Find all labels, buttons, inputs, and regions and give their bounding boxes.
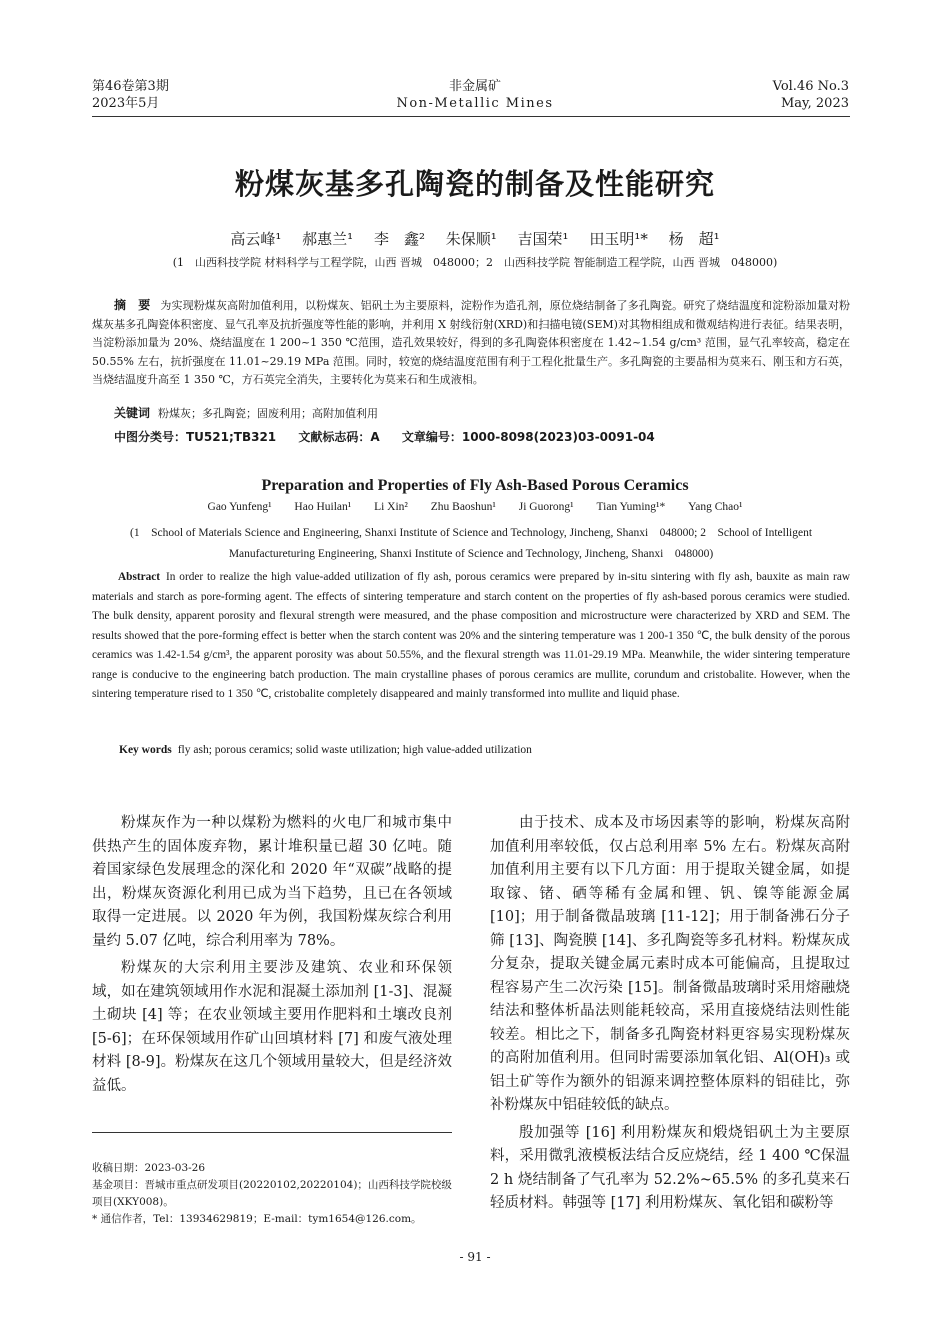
author-list-cn bbox=[0, 228, 950, 249]
keywords-cn-label: 关键词 bbox=[114, 406, 151, 420]
classification-line bbox=[114, 428, 673, 445]
author-en: Tian Yuming¹* bbox=[596, 501, 666, 513]
body-paragraph: 粉煤灰作为一种以煤粉为燃料的火电厂和城市集中供热产生的固体废弃物，累计堆积量已超 30 亿吨。随着国家绿色发展理念的深化和 2020 年“双碳”战略的提出，粉煤灰资源化利用已成为当下趋势，且已在各领域取得一定进展。以 2020 年为例，我国粉煤灰综合利用量约 5.07 亿吨，综合利用率为 78%。 bbox=[92, 815, 452, 949]
paper-title-cn: 粉煤灰基多孔陶瓷的制备及性能研究 bbox=[234, 167, 715, 201]
date-cn: 2023年5月 bbox=[92, 96, 160, 111]
keywords-cn-text: 粉煤灰；多孔陶瓷；固废利用；高附加值利用 bbox=[158, 407, 379, 420]
funding-note: 基金项目：晋城市重点研发项目(20220102,20220104)；山西科技学院校级项目(XKY008)。 bbox=[92, 1179, 452, 1208]
paper-title-en: Preparation and Properties of Fly Ash-Based Porous Ceramics bbox=[261, 477, 689, 494]
received-date: 收稿日期：2023-03-26 bbox=[92, 1162, 206, 1174]
affiliation-cn: (1 山西科技学院 材料科学与工程学院，山西 晋城 048000；2 山西科技学院 智能制造工程学院，山西 晋城 048000) bbox=[172, 256, 778, 269]
author-en: Ji Guorong¹ bbox=[518, 501, 574, 513]
author-cn: 郝惠兰¹ bbox=[302, 230, 354, 248]
abstract-en-text: In order to realize the high value-added utilization of fly ash, porous ceramics were prepared by in-situ sintering with fly ash, bauxite as main raw materials and starch as pore-forming agent. The effects of sintering temperature and starch content on the properties of fly ash-based porous ceramics were studied. The bulk density, apparent porosity and flexural strength were measured, and the phase composition and microstructure were characterized by XRD and SEM. The results showed that the pore-forming effect is better when the starch content was 20% and the sintering temperature was 1 200-1 350 ℃, the bulk density of the porous ceramics was 1.42-1.54 g/cm³, the apparent porosity was about 50.55%, and the flexural strength was 11.01-29.19 MPa. Meanwhile, the wider sintering temperature range is conducive to the engineering batch production. The main crystalline phases of porous ceramics are mullite, corundum and cristobalite. However, when the sintering temperature rised to 1 350 ℃, cristobalite completely disappeared and mainly transformed into mullite and liquid phase. bbox=[92, 571, 850, 700]
keywords-en-label: Key words bbox=[119, 744, 172, 756]
keywords-en bbox=[119, 744, 532, 756]
journal-name-en: Non-Metallic Mines bbox=[396, 96, 554, 111]
article-number: 文章编号：1000-8098(2023)03-0091-04 bbox=[401, 430, 655, 444]
author-cn: 田玉明¹* bbox=[589, 230, 648, 248]
abstract-en bbox=[92, 568, 850, 705]
document-code: 文献标志码：A bbox=[298, 430, 380, 444]
footnotes bbox=[92, 1160, 452, 1228]
header-rule bbox=[92, 116, 850, 117]
header-right bbox=[773, 78, 849, 112]
author-en: Yang Chao¹ bbox=[688, 501, 743, 513]
issue-cn: 第46卷第3期 bbox=[92, 79, 169, 94]
body-paragraph: 殷加强等 [16] 利用粉煤灰和煅烧铝矾土为主要原料，采用微乳液模板法结合反应烧结，经 1 400 ℃保温 2 h 烧结制备了气孔率为 52.2%~65.5% 的多孔莫来石轻质材料。韩强等 [17] 利用粉煤灰、氧化铝和碳粉等 bbox=[490, 1124, 850, 1211]
affiliation-en: (1 School of Materials Science and Engineering, Shanxi Institute of Science and Technology, Jincheng, Shanxi 048000; 2 School of Intelligent Manufactureturing Engineering, Shanxi Institute of Science and Technology, Jincheng, Shanxi 048000) bbox=[129, 527, 813, 560]
body-column-right bbox=[490, 812, 850, 1220]
author-en: Zhu Baoshun¹ bbox=[430, 501, 496, 513]
clc-number: 中图分类号：TU521;TB321 bbox=[114, 430, 277, 444]
keywords-cn bbox=[114, 404, 378, 421]
author-cn: 高云峰¹ bbox=[230, 230, 282, 248]
page-number: - 91 - bbox=[459, 1250, 491, 1264]
body-paragraph: 粉煤灰的大宗利用主要涉及建筑、农业和环保领域，如在建筑领域用作水泥和混凝土添加剂 [1-3]、混凝土砌块 [4] 等；在农业领域主要用作肥料和土壤改良剂 [5-6]；在环保领域用作矿山回填材料 [7] 和废气液处理材料 [8-9]。粉煤灰在这几个领域用量较大，但是经济效益低。 bbox=[92, 960, 452, 1094]
date-en: May, 2023 bbox=[780, 96, 849, 111]
abstract-en-label: Abstract bbox=[118, 571, 161, 583]
corresponding-author-note: * 通信作者，Tel：13934629819；E-mail：tym1654@126.com。 bbox=[92, 1213, 422, 1225]
author-cn: 杨 超¹ bbox=[668, 230, 720, 248]
author-en: Gao Yunfeng¹ bbox=[207, 501, 272, 513]
abstract-cn-label: 摘 要 bbox=[114, 298, 151, 312]
body-column-left bbox=[92, 812, 452, 1102]
author-en: Li Xin² bbox=[374, 501, 408, 513]
keywords-en-text: fly ash; porous ceramics; solid waste utilization; high value-added utilization bbox=[177, 744, 532, 756]
author-en: Hao Huilan¹ bbox=[294, 501, 352, 513]
author-cn: 李 鑫² bbox=[373, 230, 425, 248]
abstract-cn bbox=[92, 296, 850, 390]
abstract-cn-text: 为实现粉煤灰高附加值利用，以粉煤灰、铝矾土为主要原料，淀粉作为造孔剂，原位烧结制备了多孔陶瓷。研究了烧结温度和淀粉添加量对粉煤灰基多孔陶瓷体积密度、显气孔率及抗折强度等性能的影响，并利用 X 射线衍射(XRD)和扫描电镜(SEM)对其物相组成和微观结构进行表征。结果表明，当淀粉添加量为 20%、烧结温度在 1 200~1 350 ℃范围，造孔效果较好，得到的多孔陶瓷体积密度在 1.42~1.54 g/cm³ 范围，显气孔率较高，稳定在 50.55% 左右，抗折强度在 11.01~29.19 MPa 范围。同时，较宽的烧结温度范围有利于工程化批量生产。多孔陶瓷的主要晶相为莫来石、刚玉和方石英，当烧结温度升高至 1 350 ℃，方石英完全消失，主要转化为莫来石和生成液相。 bbox=[92, 299, 850, 386]
issue-en: Vol.46 No.3 bbox=[772, 79, 849, 94]
author-cn: 朱保顺¹ bbox=[445, 230, 497, 248]
footnote-rule bbox=[92, 1132, 452, 1133]
author-list-en bbox=[0, 501, 950, 513]
author-cn: 吉国荣¹ bbox=[517, 230, 569, 248]
body-paragraph: 由于技术、成本及市场因素等的影响，粉煤灰高附加值利用率较低，仅占总利用率 5% 左右。粉煤灰高附加值利用主要有以下几方面：用于提取关键金属，如提取镓、锗、硒等稀有金属和锂、钒、镍等能源金属 [10]；用于制备微晶玻璃 [11-12]；用于制备沸石分子筛 [13]、陶瓷膜 [14]、多孔陶瓷等多孔材料。粉煤灰成分复杂，提取关键金属元素时成本可能偏高，且提取过程容易产生二次污染 [15]。制备微晶玻璃时采用熔融烧结法和整体析晶法则能耗较高，采用直接烧结法则性能较差。相比之下，制备多孔陶瓷材料更容易实现粉煤灰的高附加值利用。但同时需要添加氧化铝、Al(OH)₃ 或铝土矿等作为额外的铝源来调控整体原料的铝硅比，弥补粉煤灰中铝硅较低的缺点。 bbox=[490, 815, 850, 1113]
journal-name-cn: 非金属矿 bbox=[448, 79, 501, 94]
